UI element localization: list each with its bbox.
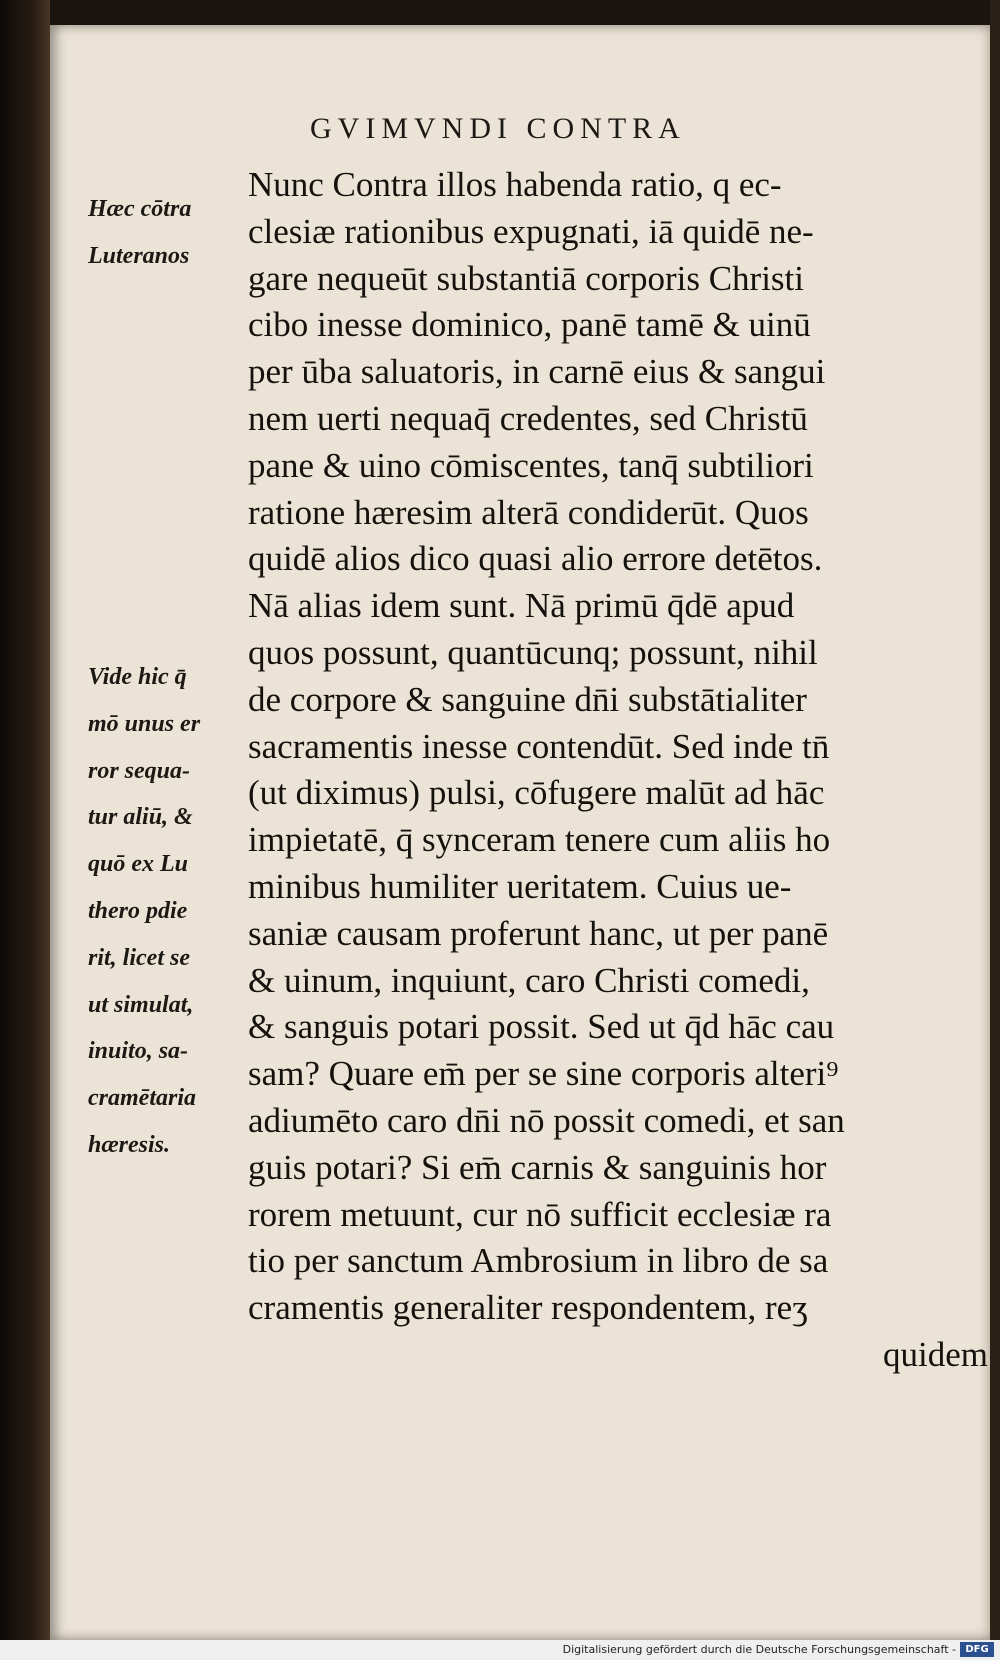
text-line: ratione hæresim alterā condiderūt. Quos — [248, 492, 809, 532]
text-line: tio per sanctum Ambrosium in libro de sa — [248, 1241, 829, 1281]
text-line: sacramentis inesse contendūt. Sed inde tn̄ — [248, 726, 830, 766]
marginal-line: rit, licet se — [88, 944, 190, 971]
text-line: & sanguis potari possit. Sed ut q̄d hāc cau — [248, 1007, 835, 1047]
text-line: pane & uino cōmiscentes, tanq̄ subtiliori — [248, 445, 814, 485]
catchword: quidem — [883, 1334, 988, 1374]
text-line: minibus humiliter ueritatem. Cuius ue- — [248, 866, 792, 906]
running-head: GVIMVNDI CONTRA — [310, 112, 686, 145]
page-edge — [990, 0, 1000, 1660]
footer-bar — [0, 1640, 1000, 1660]
marginal-line: cramētaria — [88, 1085, 196, 1112]
marginal-line: thero pdie — [88, 897, 188, 924]
text-line: rorem metuunt, cur nō sufficit ecclesiæ ra — [248, 1194, 832, 1234]
marginal-note-2 — [88, 654, 248, 1169]
text-line: cramentis generaliter respondentem, reʒ — [248, 1288, 808, 1328]
text-line: per ūba saluatoris, in carnē eius & sangui — [248, 352, 826, 392]
text-line: sam? Quare em̄ per se sine corporis alteri⁹ — [248, 1054, 839, 1094]
marginal-line: Vide hic q̄ — [88, 664, 187, 690]
marginal-line: inuito, sa- — [88, 1038, 189, 1065]
marginal-line: Luteranos — [88, 242, 190, 269]
marginal-line: Hæc cōtra — [88, 196, 192, 222]
marginal-line: quō ex Lu — [88, 851, 189, 878]
text-line: Nunc Contra illos habenda ratio, q ec- — [248, 165, 782, 204]
text-line: guis potari? Si em̄ carnis & sanguinis hor — [248, 1147, 827, 1187]
marginal-line: mō unus er — [88, 710, 201, 737]
marginal-line: ror sequa- — [88, 757, 191, 784]
marginal-line: ut simulat, — [88, 991, 194, 1018]
text-line: impietatē, q̄ synceram tenere cum aliis ho — [248, 820, 831, 860]
dfg-logo: DFG — [960, 1642, 994, 1657]
text-line: (ut diximus) pulsi, cōfugere malūt ad hāc — [248, 773, 825, 813]
text-line: nem uerti nequaq̄ credentes, sed Christū — [248, 398, 808, 438]
marginal-line: hæresis. — [88, 1131, 171, 1158]
marginal-line: tur aliū, & — [88, 804, 193, 831]
text-line: Nā alias idem sunt. Nā primū q̄dē apud — [248, 586, 795, 626]
funding-note: Digitalisierung gefördert durch die Deutsche Forschungsgemeinschaft - — [562, 1643, 956, 1656]
text-line: quos possunt, quantūcunq; possunt, nihil — [248, 632, 818, 672]
text-line: adiumēto caro dn̄i nō possit comedi, et san — [248, 1100, 845, 1140]
main-text-block — [248, 162, 988, 1379]
text-line: & uinum, inquiunt, caro Christi comedi, — [248, 960, 810, 1000]
text-line: saniæ causam proferunt hanc, ut per panē — [248, 913, 829, 953]
text-line: gare nequeūt substantiā corporis Christi — [248, 258, 804, 298]
text-line: clesiæ rationibus expugnati, iā quidē ne- — [248, 211, 814, 251]
book-gutter — [0, 0, 50, 1660]
text-line: de corpore & sanguine dn̄i substātialiter — [248, 679, 807, 719]
marginal-note-1 — [88, 186, 248, 280]
text-line: quidē alios dico quasi alio errore detētos. — [248, 539, 823, 579]
text-line: cibo inesse dominico, panē tamē & uinū — [248, 305, 811, 345]
